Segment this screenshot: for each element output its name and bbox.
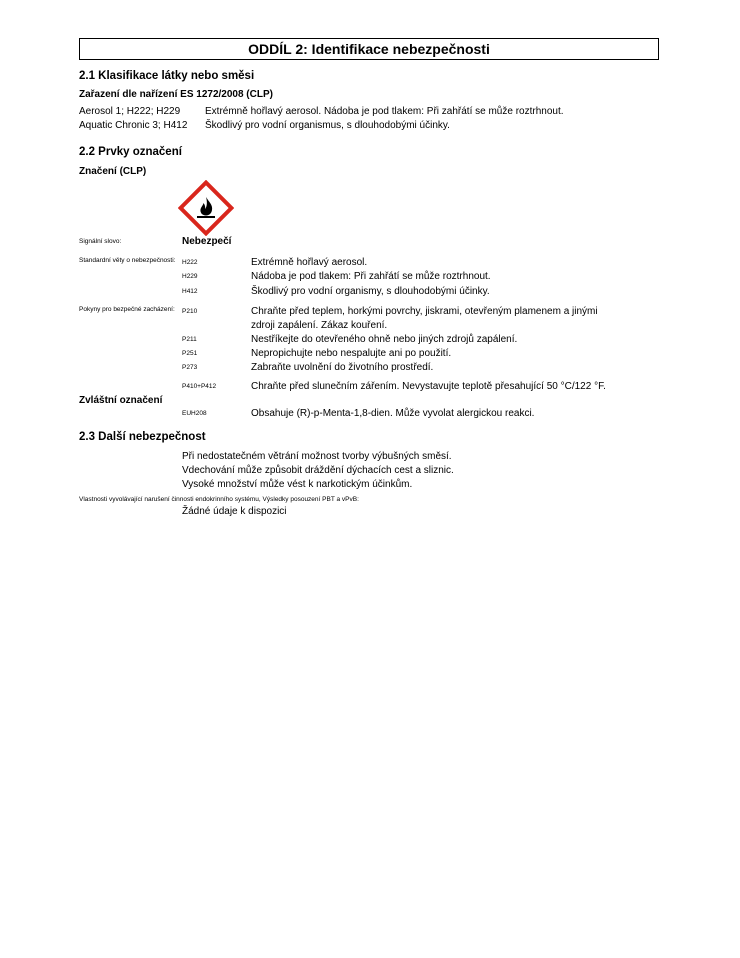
precautionary-statements-label: Pokyny pro bezpečné zacházení: [79, 306, 175, 313]
hazard-code: H222 [182, 259, 198, 266]
classification-code: Aerosol 1; H222; H229 [79, 106, 181, 117]
euh-code: EUH208 [182, 410, 207, 417]
precaution-code: P410+P412 [182, 383, 217, 390]
signal-word-label: Signální slovo: [79, 238, 122, 245]
precaution-code: P273 [182, 364, 198, 371]
heading-2-3: 2.3 Další nebezpečnost [79, 431, 206, 443]
hazard-statements-label: Standardní věty o nebezpečnosti: [79, 257, 176, 264]
endocrine-pbt-label: Vlastnosti vyvolávající narušení činnosti endokrinního systému, Výsledky posouzení PBT a vPvB: [79, 496, 359, 503]
hazard-text: Škodlivý pro vodní organismy, s dlouhodobými účinky. [251, 286, 490, 297]
clp-classification-subheading: Zařazení dle nařízení ES 1272/2008 (CLP) [79, 89, 273, 100]
special-labelling-heading: Zvláštní označení [79, 395, 163, 406]
signal-word-value: Nebezpečí [182, 236, 232, 247]
precaution-text: Zabraňte uvolnění do životního prostředí. [251, 362, 434, 373]
precaution-text: Chraňte před teplem, horkými povrchy, jiskrami, otevřeným plamenem a jinými [251, 306, 598, 317]
precaution-code: P210 [182, 308, 198, 315]
hazard-text: Extrémně hořlavý aerosol. [251, 257, 368, 268]
precaution-code: P211 [182, 336, 197, 343]
classification-text: Škodlivý pro vodní organismus, s dlouhodobými účinky. [205, 120, 450, 131]
classification-code: Aquatic Chronic 3; H412 [79, 120, 188, 131]
precaution-text: Chraňte před slunečním zářením. Nevystavujte teplotě přesahující 50 °C/122 °F. [251, 381, 606, 392]
section-header [79, 38, 659, 60]
section-title: ODDÍL 2: Identifikace nebezpečnosti [248, 41, 490, 57]
precaution-text: Nestříkejte do otevřeného ohně nebo jiných zdrojů zapálení. [251, 334, 518, 345]
flame-ghs-icon [178, 180, 234, 236]
hazard-code: H229 [182, 273, 198, 280]
hazard-text: Nádoba je pod tlakem: Při zahřátí se může roztrhnout. [251, 271, 491, 282]
precaution-code: P251 [182, 350, 198, 357]
other-hazard-line: Při nedostatečném větrání možnost tvorby výbušných směsí. [182, 451, 452, 462]
precaution-text-continued: zdroji zapálení. Zákaz kouření. [251, 320, 388, 331]
heading-2-2: 2.2 Prvky označení [79, 146, 182, 158]
heading-2-1: 2.1 Klasifikace látky nebo směsi [79, 70, 255, 82]
hazard-code: H412 [182, 288, 198, 295]
euh-text: Obsahuje (R)-p-Menta-1,8-dien. Může vyvolat alergickou reakci. [251, 408, 535, 419]
endocrine-pbt-value: Žádné údaje k dispozici [182, 506, 287, 517]
classification-text: Extrémně hořlavý aerosol. Nádoba je pod tlakem: Při zahřátí se může roztrhnout. [205, 106, 564, 117]
other-hazard-line: Vdechování může způsobit dráždění dýchacích cest a sliznic. [182, 465, 454, 476]
clp-labelling-subheading: Značení (CLP) [79, 166, 147, 177]
precaution-text: Nepropichujte nebo nespalujte ani po použití. [251, 348, 452, 359]
other-hazard-line: Vysoké množství může vést k narkotickým účinkům. [182, 479, 413, 490]
